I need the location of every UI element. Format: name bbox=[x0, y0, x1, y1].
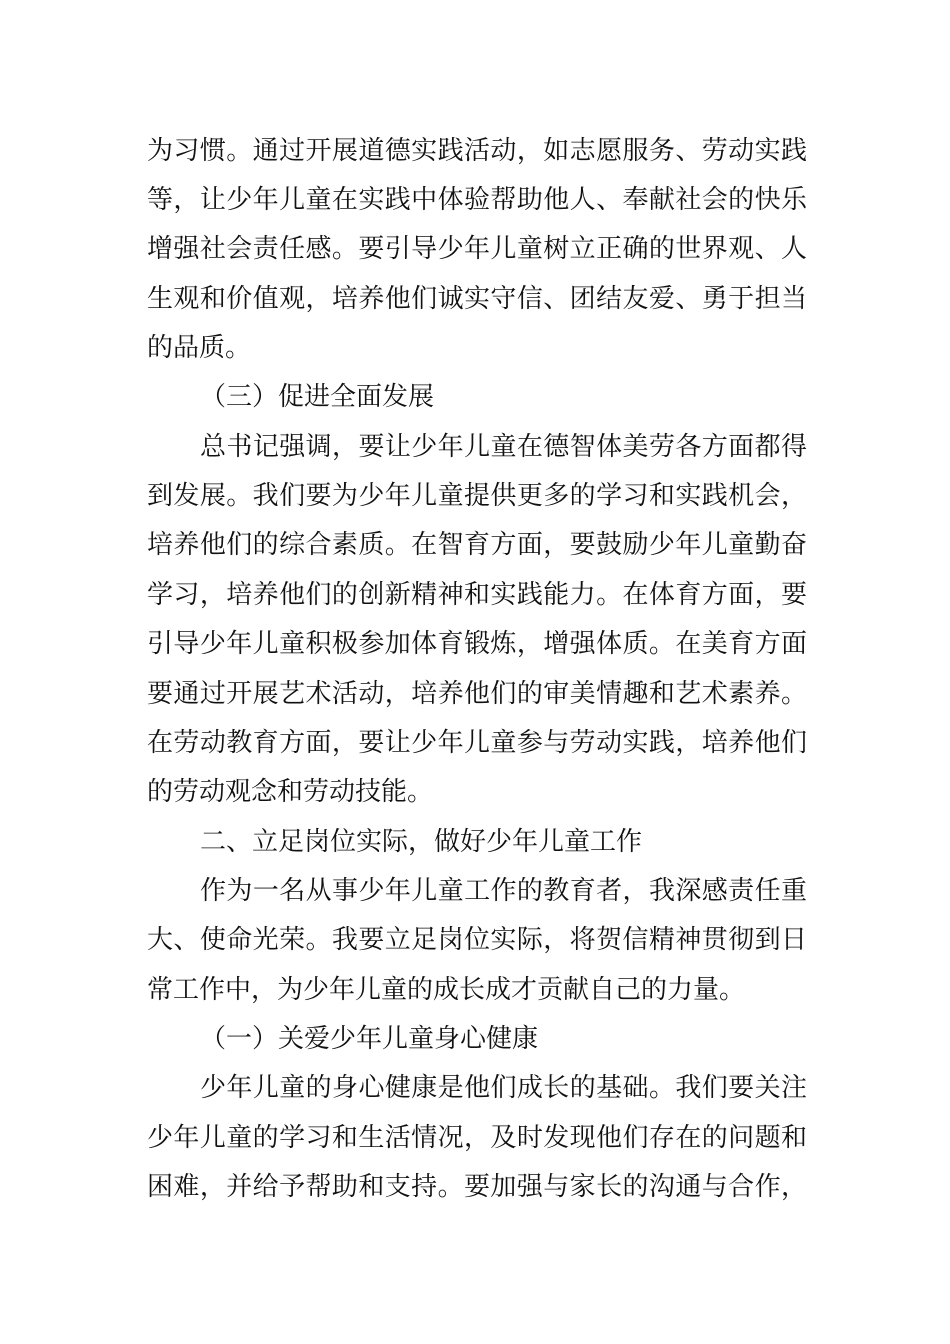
text-line: 常工作中，为少年儿童的成长成才贡献自己的力量。 bbox=[147, 975, 746, 1005]
text-line: 引导少年儿童积极参加体育锻炼，增强体质。在美育方面 bbox=[147, 629, 807, 659]
text-line: 要通过开展艺术活动，培养他们的审美情趣和艺术素养。 bbox=[147, 679, 807, 709]
text-line: 生观和价值观，培养他们诚实守信、团结友爱、勇于担当 bbox=[147, 284, 807, 314]
text-line: 学习，培养他们的创新精神和实践能力。在体育方面，要 bbox=[147, 580, 807, 610]
paragraph-first-line: 作为一名从事少年儿童工作的教育者，我深感责任重 bbox=[200, 876, 807, 906]
section-heading: （三）促进全面发展 bbox=[200, 382, 435, 412]
text-line: 培养他们的综合素质。在智育方面，要鼓励少年儿童勤奋 bbox=[147, 530, 807, 560]
text-line: 的劳动观念和劳动技能。 bbox=[147, 777, 434, 807]
paragraph-first-line: 少年儿童的身心健康是他们成长的基础。我们要关注 bbox=[200, 1073, 807, 1103]
section-heading: （一）关爱少年儿童身心健康 bbox=[200, 1024, 539, 1054]
text-line: 少年儿童的学习和生活情况，及时发现他们存在的问题和 bbox=[147, 1123, 807, 1153]
text-line: 增强社会责任感。要引导少年儿童树立正确的世界观、人 bbox=[147, 234, 807, 264]
text-line: 在劳动教育方面，要让少年儿童参与劳动实践，培养他们 bbox=[147, 728, 807, 758]
text-line: 为习惯。通过开展道德实践活动，如志愿服务、劳动实践 bbox=[147, 136, 807, 166]
text-line: 等，让少年儿童在实践中体验帮助他人、奉献社会的快乐 bbox=[147, 185, 807, 215]
text-line: 到发展。我们要为少年儿童提供更多的学习和实践机会， bbox=[147, 481, 807, 511]
text-line: 的品质。 bbox=[147, 333, 252, 363]
text-line: 大、使命光荣。我要立足岗位实际，将贺信精神贯彻到日 bbox=[147, 925, 807, 955]
paragraph-first-line: 总书记强调，要让少年儿童在德智体美劳各方面都得 bbox=[200, 432, 807, 462]
text-line: 困难，并给予帮助和支持。要加强与家长的沟通与合作， bbox=[147, 1172, 807, 1202]
section-heading: 二、立足岗位实际，做好少年儿童工作 bbox=[200, 827, 643, 857]
